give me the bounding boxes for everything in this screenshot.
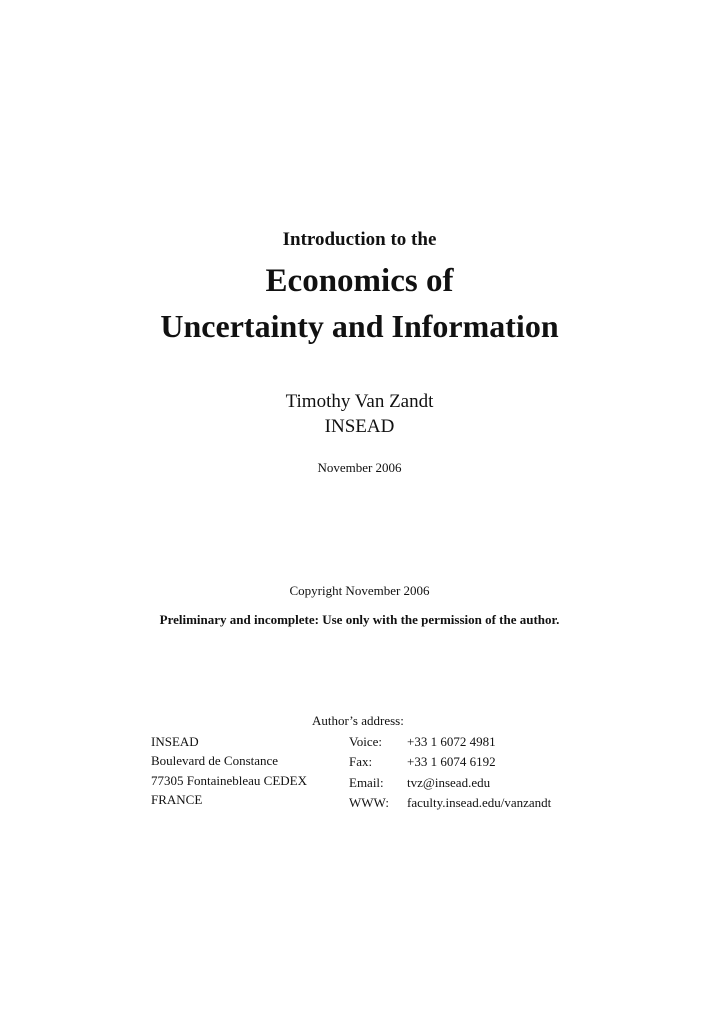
contact-value-fax: +33 1 6074 6192 (407, 754, 496, 769)
contact-value-www: faculty.insead.edu/vanzandt (407, 795, 552, 810)
contact-value-email: tvz@insead.edu (407, 775, 491, 790)
contact-label-fax: Fax: (349, 754, 373, 769)
contact-label-www: WWW: (349, 795, 389, 810)
address-heading: Author’s address: (312, 713, 404, 728)
address-line: INSEAD (151, 734, 199, 749)
title-intro: Introduction to the (282, 229, 437, 250)
contact-value-voice: +33 1 6072 4981 (407, 734, 496, 749)
contact-label-voice: Voice: (349, 734, 382, 749)
preliminary-notice: Preliminary and incomplete: Use only with the permission of the author. (159, 612, 560, 627)
author-affiliation: INSEAD (324, 416, 395, 437)
address-line: Boulevard de Constance (151, 753, 279, 768)
title-line-1: Economics of (265, 263, 454, 299)
publication-date: November 2006 (317, 460, 402, 475)
copyright-notice: Copyright November 2006 (289, 583, 430, 598)
address-line: FRANCE (151, 792, 203, 807)
title-line-2: Uncertainty and Information (160, 308, 559, 344)
address-line: 77305 Fontainebleau CEDEX (151, 773, 307, 788)
contact-label-email: Email: (349, 775, 384, 790)
author-name: Timothy Van Zandt (285, 391, 434, 412)
